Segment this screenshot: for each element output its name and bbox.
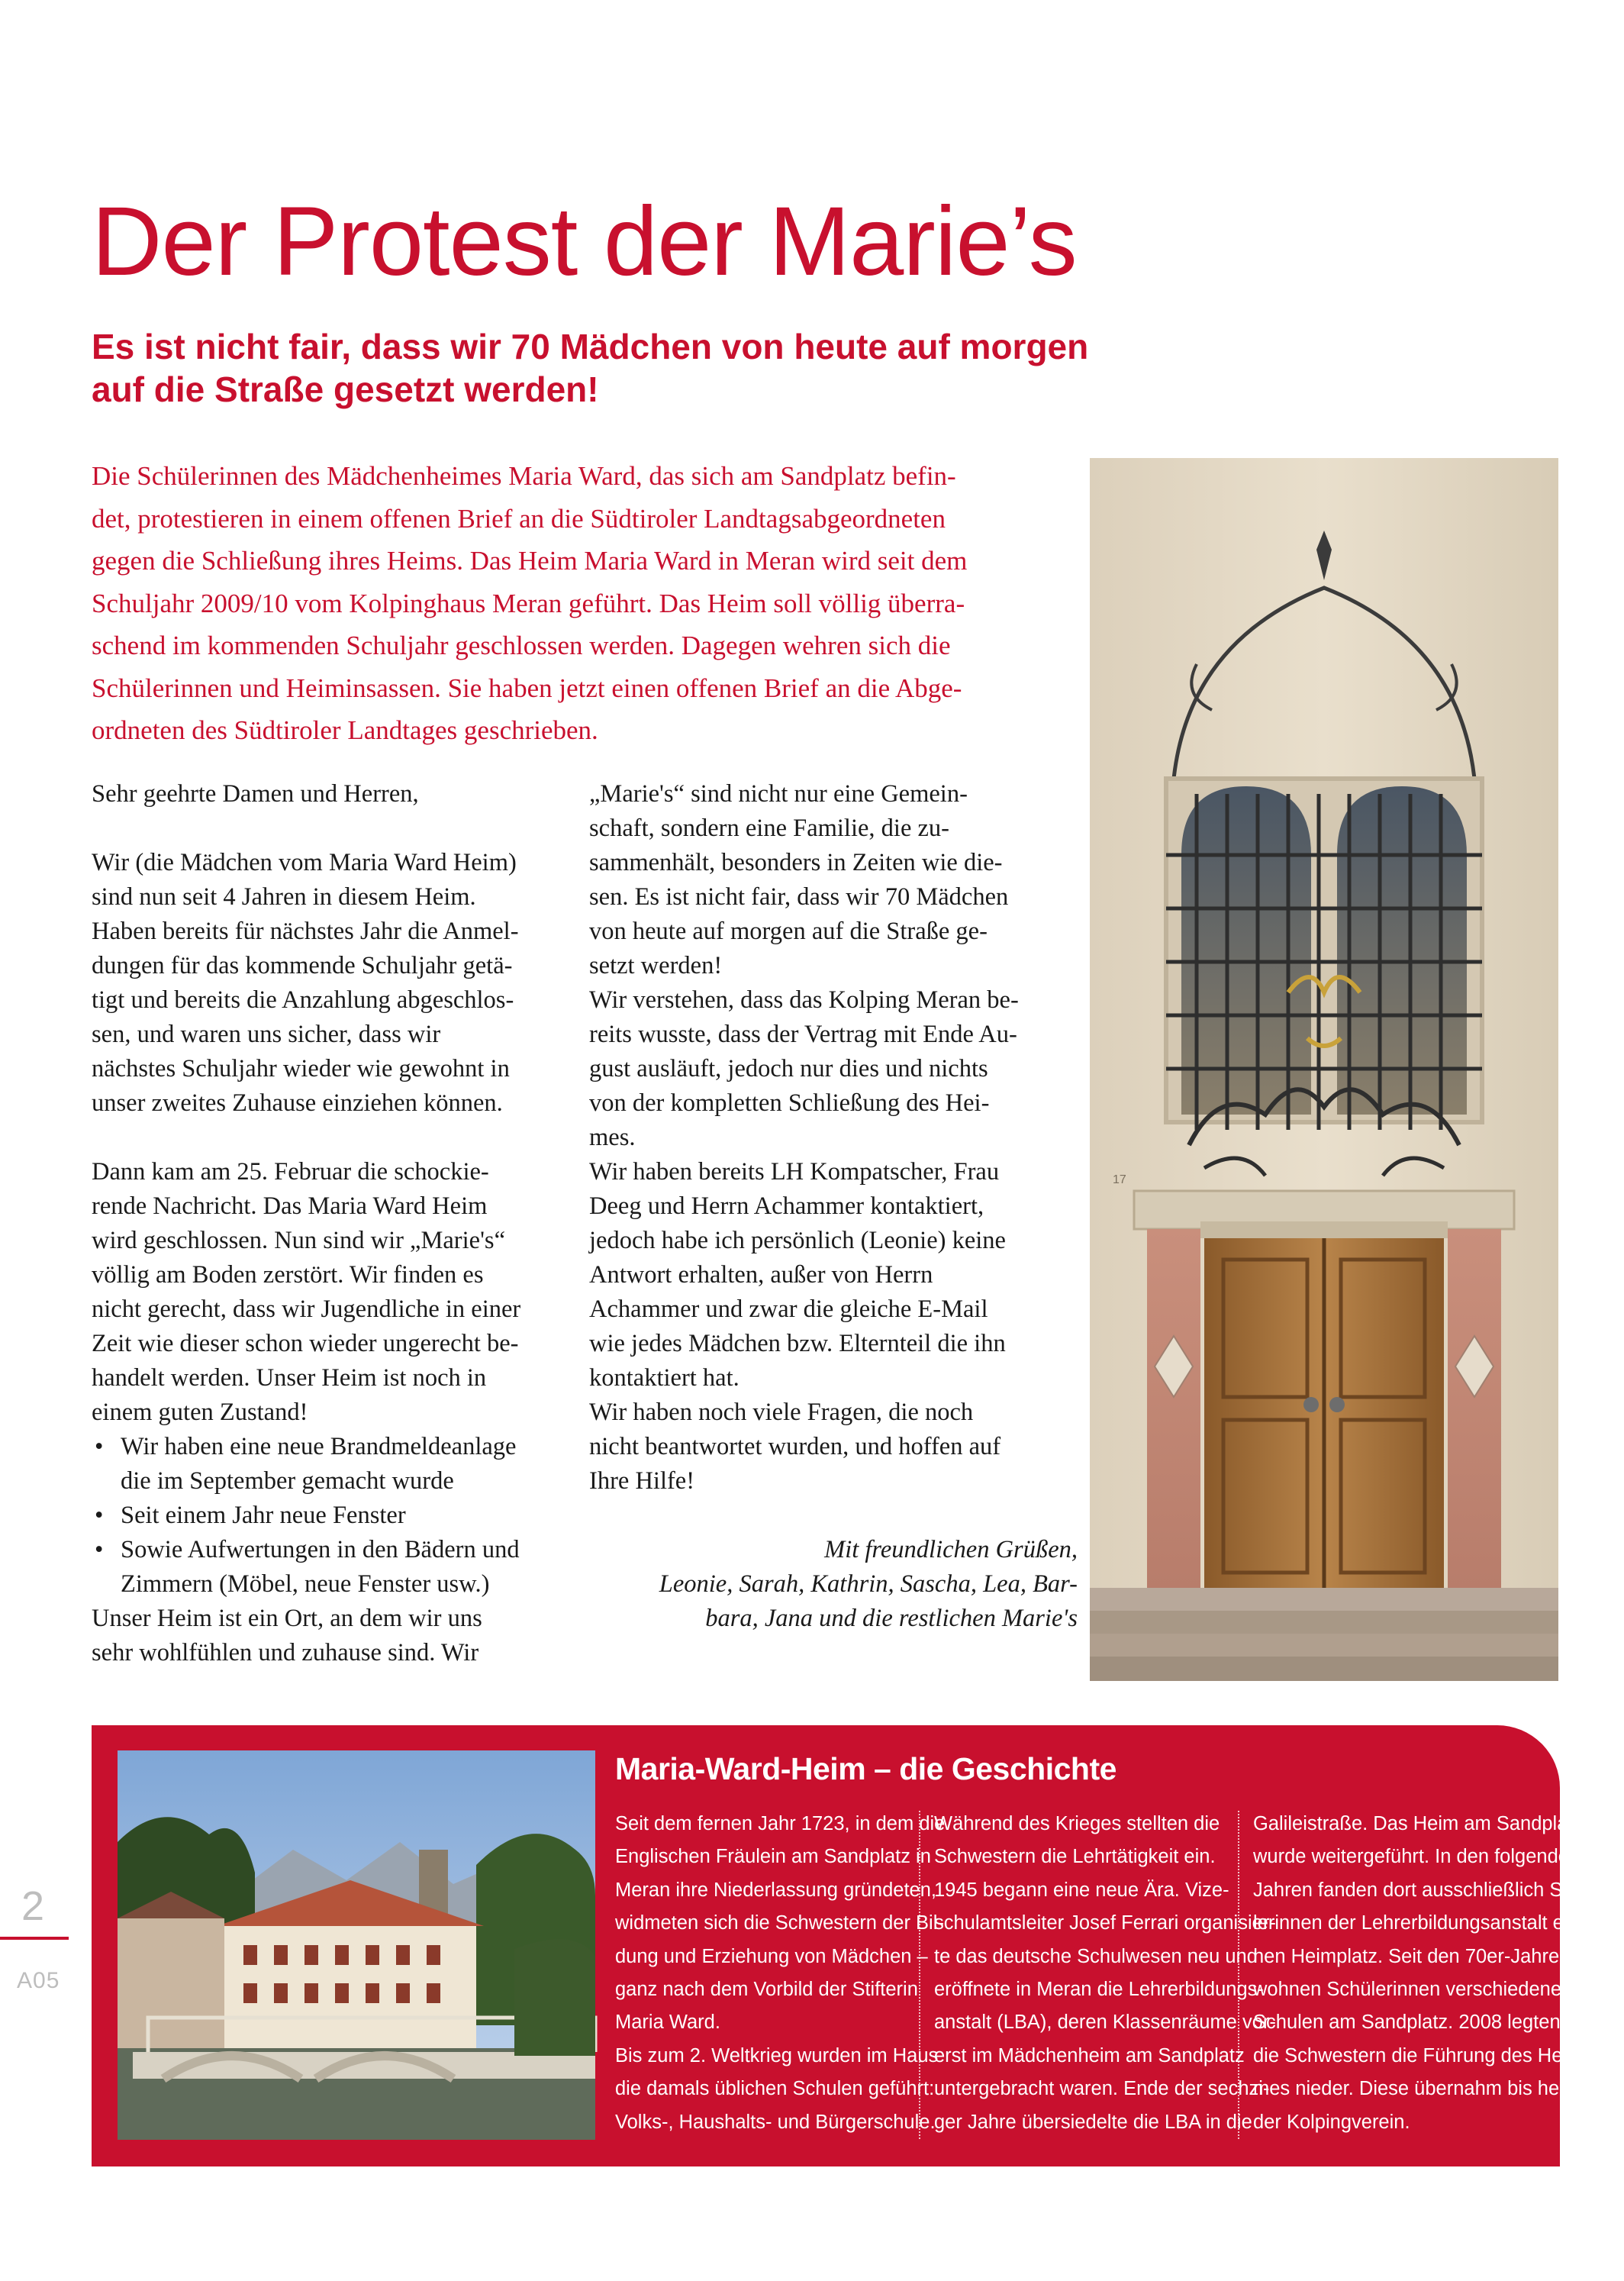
body-line: wird geschlossen. Nun sind wir „Marie's“ (92, 1227, 505, 1254)
body-line: nicht gerecht, dass wir Jugendliche in einer (92, 1295, 521, 1323)
lead-line: Schülerinnen und Heiminsassen. Sie haben jetzt einen offenen Brief an die Abge- (92, 673, 962, 703)
house-number-plate: 17 (1113, 1173, 1126, 1186)
body-line: sehr wohlfühlen und zuhause sind. Wir (92, 1639, 479, 1666)
body-line: nächstes Schuljahr wieder wie gewohnt in (92, 1055, 510, 1082)
body-line: gust ausläuft, jedoch nur dies und nichts (589, 1055, 988, 1082)
history-line: ganz nach dem Vorbild der Stifterin (615, 1978, 918, 2000)
body-line: unser zweites Zuhause einziehen können. (92, 1089, 503, 1117)
body-line: jedoch habe ich persönlich (Leonie) keine (589, 1227, 1006, 1254)
body-line: Haben bereits für nächstes Jahr die Anmel- (92, 918, 519, 945)
bullet-item: • Seit einem Jahr neue Fenster (92, 1499, 580, 1533)
salutation: Sehr geehrte Damen und Herren, (92, 780, 419, 808)
history-column-1 (615, 1808, 946, 2139)
article-title: Der Protest der Marie’s (92, 187, 1077, 296)
article-lead (92, 455, 1084, 752)
lead-line: ordneten des Südtiroler Landtages geschrieben. (92, 715, 598, 745)
meran-bridge-photo (118, 1750, 595, 2140)
column-separator (1238, 1811, 1239, 2139)
history-line: untergebracht waren. Ende der sechzi- (934, 2078, 1270, 2100)
signature-line: Leonie, Sarah, Kathrin, Sascha, Lea, Bar- (659, 1570, 1078, 1598)
signature-line: bara, Jana und die restlichen Marie's (705, 1605, 1078, 1632)
lead-line: Die Schülerinnen des Mädchenheimes Maria Ward, das sich am Sandplatz befin- (92, 461, 956, 491)
history-line: Galileistraße. Das Heim am Sandplatz (1253, 1813, 1584, 1834)
body-line: Ihre Hilfe! (589, 1467, 695, 1495)
history-line: wohnen Schülerinnen verschiedener (1253, 1978, 1568, 2000)
body-line: wie jedes Mädchen bzw. Elternteil die ihn (589, 1330, 1006, 1357)
body-line: Wir haben bereits LH Kompatscher, Frau (589, 1158, 1000, 1186)
body-line: Deeg und Herrn Achammer kontaktiert, (589, 1192, 984, 1220)
history-box (92, 1725, 1601, 2166)
history-line: Schwestern die Lehrtätigkeit ein. (934, 1846, 1216, 1868)
history-column-2 (934, 1808, 1276, 2139)
body-line: sen. Es ist nicht fair, dass wir 70 Mädchen (589, 883, 1009, 911)
column-separator (919, 1811, 920, 2139)
lead-line: gegen die Schließung ihres Heims. Das Heim Maria Ward in Meran wird seit dem (92, 546, 968, 576)
history-line: eröffnete in Meran die Lehrerbildungs- (934, 1978, 1264, 2000)
history-line: die damals üblichen Schulen geführt: (615, 2078, 935, 2100)
history-line: widmeten sich die Schwestern der Bil- (615, 1912, 944, 1934)
body-line: sen, und waren uns sicher, dass wir (92, 1021, 441, 1048)
history-line: 1945 begann eine neue Ära. Vize- (934, 1879, 1229, 1901)
body-line: tigt und bereits die Anzahlung abgeschlos- (92, 986, 514, 1014)
history-line: Während des Krieges stellten die (934, 1813, 1220, 1834)
door-photo (1090, 458, 1558, 1681)
lead-line: Schuljahr 2009/10 vom Kolpinghaus Meran geführt. Das Heim soll völlig überra- (92, 588, 965, 618)
bullet-item-continuation: die im September gemacht wurde (121, 1467, 454, 1495)
history-line: ger Jahre übersiedelte die LBA in die (934, 2111, 1252, 2133)
bullet-item: • Wir haben eine neue Brandmeldeanlage (92, 1430, 580, 1464)
body-line: kontaktiert hat. (589, 1364, 740, 1392)
lead-line: schend im kommenden Schuljahr geschlossen werden. Dagegen wehren sich die (92, 631, 951, 660)
history-line: Jahren fanden dort ausschließlich Schü- (1253, 1879, 1601, 1901)
history-line: te das deutsche Schulwesen neu und (934, 1945, 1258, 1967)
subtitle-line-2: auf die Straße gesetzt werden! (92, 369, 599, 409)
history-line: Meran ihre Niederlassung gründeten, (615, 1879, 936, 1901)
history-line: Seit dem fernen Jahr 1723, in dem die (615, 1813, 946, 1834)
body-line: reits wusste, dass der Vertrag mit Ende Au- (589, 1021, 1017, 1048)
body-line: sammenhält, besonders in Zeiten wie die- (589, 849, 1003, 876)
body-line: mes. (589, 1124, 636, 1151)
body-line: „Marie's“ sind nicht nur eine Gemein- (589, 780, 968, 808)
subtitle-text-end: , dass wir 70 Mädchen von heute auf morgen (341, 327, 1089, 366)
article-subtitle (92, 325, 1099, 411)
body-line: Wir haben noch viele Fragen, die noch (589, 1399, 974, 1426)
body-line: Achammer und zwar die gleiche E-Mail (589, 1295, 988, 1323)
body-line: von heute auf morgen auf die Straße ge- (589, 918, 988, 945)
body-line: rende Nachricht. Das Maria Ward Heim (92, 1192, 488, 1220)
history-line: der Kolpingverein. (1253, 2111, 1410, 2133)
history-line: die Schwestern die Führung des Hei- (1253, 2044, 1574, 2066)
letter-right-column (589, 777, 1078, 1636)
body-line: Zeit wie dieser schon wieder ungerecht be- (92, 1330, 519, 1357)
history-line: anstalt (LBA), deren Klassenräume vor- (934, 2012, 1276, 2034)
body-line: Antwort erhalten, außer von Herrn (589, 1261, 933, 1289)
history-line: Volks-, Haushalts- und Bürgerschule. (615, 2111, 936, 2133)
body-line: sind nun seit 4 Jahren in diesem Heim. (92, 883, 476, 911)
page-code: A05 (17, 1968, 60, 1993)
history-line: mes nieder. Diese übernahm bis heute (1253, 2078, 1587, 2100)
bullet-item: • Sowie Aufwertungen in den Bädern und (92, 1533, 580, 1567)
history-line: Englischen Fräulein am Sandplatz in (615, 1846, 931, 1868)
history-line: nen Heimplatz. Seit den 70er-Jahren (1253, 1945, 1571, 1967)
door-frame (1113, 1173, 1514, 1588)
page-number: 2 (21, 1883, 45, 1929)
body-line: setzt werden! (589, 952, 723, 979)
history-line: schulamtsleiter Josef Ferrari organisier- (934, 1912, 1276, 1934)
history-column-3 (1253, 1808, 1601, 2139)
subtitle-emphasis: nicht fair (195, 327, 342, 366)
history-line: dung und Erziehung von Mädchen – (615, 1945, 928, 1967)
signature-line: Mit freundlichen Grüßen, (824, 1536, 1078, 1563)
page-marker-line (0, 1937, 69, 1940)
body-line: einem guten Zustand! (92, 1399, 308, 1426)
letter-left-column (92, 777, 580, 1670)
history-line: lerinnen der Lehrerbildungsanstalt ei- (1253, 1912, 1575, 1934)
history-line: Maria Ward. (615, 2012, 720, 2034)
body-line: nicht beantwortet wurden, und hoffen auf (589, 1433, 1001, 1460)
body-line: dungen für das kommende Schuljahr getä- (92, 952, 513, 979)
body-line: Dann kam am 25. Februar die schockie- (92, 1158, 489, 1186)
body-line: schaft, sondern eine Familie, die zu- (589, 815, 949, 842)
history-line: Schulen am Sandplatz. 2008 legten (1253, 2012, 1561, 2034)
history-line: erst im Mädchenheim am Sandplatz (934, 2044, 1245, 2066)
subtitle-text-start: Es ist (92, 327, 195, 366)
letter-signature (589, 1533, 1078, 1636)
body-line: Wir (die Mädchen vom Maria Ward Heim) (92, 849, 517, 876)
history-box-title: Maria-Ward-Heim – die Geschichte (615, 1751, 1116, 1786)
history-line: Bis zum 2. Weltkrieg wurden im Haus (615, 2044, 939, 2066)
lead-line: det, protestieren in einem offenen Brief an die Südtiroler Landtagsabgeordneten (92, 503, 946, 534)
body-line: Wir verstehen, dass das Kolping Meran be- (589, 986, 1019, 1014)
history-line: wurde weitergeführt. In den folgenden (1253, 1846, 1580, 1868)
entrance-steps (1090, 1588, 1558, 1681)
body-line: völlig am Boden zerstört. Wir finden es (92, 1261, 484, 1289)
bullet-item-continuation: Zimmern (Möbel, neue Fenster usw.) (121, 1570, 490, 1598)
body-line: von der kompletten Schließung des Hei- (589, 1089, 990, 1117)
body-line: Unser Heim ist ein Ort, an dem wir uns (92, 1605, 482, 1632)
body-line: handelt werden. Unser Heim ist noch in (92, 1364, 487, 1392)
